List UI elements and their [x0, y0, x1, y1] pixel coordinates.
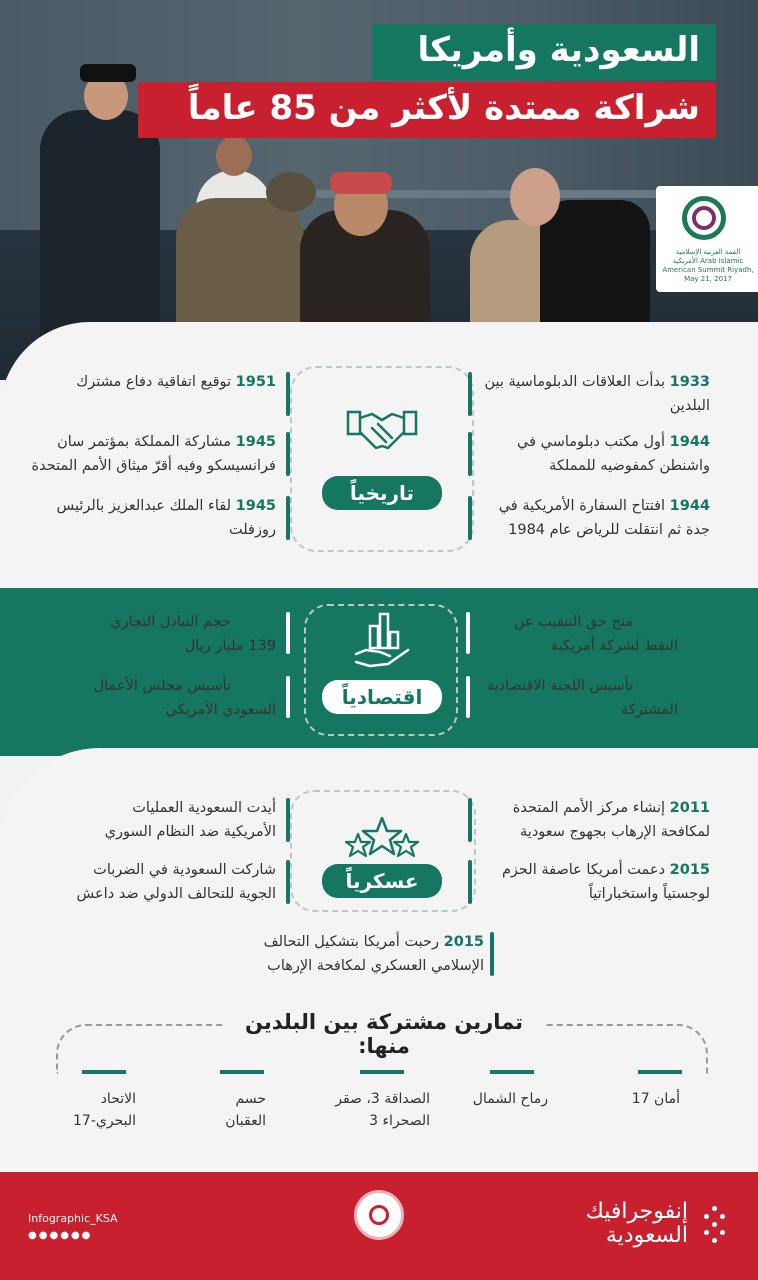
summit-logo [656, 186, 758, 292]
brand-logo [586, 1200, 688, 1248]
historical-item [40, 494, 276, 542]
item-text: أيدت السعودية العمليات الأمريكية ضد النظام السوري [104, 800, 276, 840]
title-line-1: السعودية وأمريكا [372, 24, 716, 80]
brand-line-1: إنفوجرافيك [585, 1199, 688, 1224]
historical-item [480, 370, 710, 418]
timeline-bar [286, 860, 290, 904]
military-badge: عسكرياً [322, 864, 442, 898]
historical-badge: تاريخياً [322, 476, 442, 510]
year-label: 2015 [669, 862, 710, 878]
economic-badge: اقتصادياً [322, 680, 442, 714]
item-text: تأسيس اللجنة الاقتصادية المشتركة [486, 678, 678, 718]
brand-dots-icon [702, 1206, 728, 1246]
year-label: 2016 [235, 614, 276, 630]
timeline-bar [468, 860, 472, 904]
military-item [480, 858, 710, 906]
title-line-2: شراكة ممتدة لأكثر من 85 عاماً [138, 82, 716, 138]
economic-item [80, 610, 276, 658]
king-headdress [330, 172, 392, 194]
summit-logo-text: القمة العربية الإسلامية الأمريكية Arab Islamic American Summit Riyadh, May 21, 2017 [662, 248, 754, 283]
handshake-icon [346, 408, 418, 458]
year-label: 2015 [443, 934, 484, 950]
year-label: 1945 [235, 498, 276, 514]
exercises-title: تمارين مشتركة بين البلدين منها: [224, 1010, 544, 1058]
item-text: رحبت أمريكا بتشكيل التحالف الإسلامي العسكري لمكافحة الإرهاب [263, 934, 484, 974]
historical-item [40, 370, 276, 394]
exercise-item: رماح الشمال [472, 1091, 548, 1107]
item-text: منح حق التنقيب عن النفط لشركة أمريكية [513, 614, 678, 654]
timeline-bar [286, 432, 290, 476]
globe-hand-icon [354, 1190, 404, 1240]
economic-item [80, 674, 276, 722]
timeline-bar [286, 798, 290, 842]
historical-item [480, 494, 710, 542]
item-text: افتتاح السفارة الأمريكية في جدة ثم انتقلت للرياض عام 1984 [498, 498, 710, 538]
exercise-item: حسم العقبان [225, 1091, 266, 1129]
historical-item [30, 430, 276, 478]
item-text: دعمت أمريكا عاصفة الحزم لوجستياً واستخباراتياً [501, 862, 710, 902]
exercise-marker [82, 1070, 126, 1074]
timeline-bar [286, 676, 290, 718]
timeline-bar [468, 496, 472, 540]
translator-cap [266, 172, 316, 212]
item-text: بدأت العلاقات الدبلوماسية بين البلدين [484, 374, 710, 414]
stars-icon [344, 816, 420, 862]
exercise-marker [490, 1070, 534, 1074]
item-text: إنشاء مركز الأمم المتحدة لمكافحة الإرهاب بجهوج سعودية [512, 800, 710, 840]
social-icons [28, 1230, 92, 1241]
exercise-marker [360, 1070, 404, 1074]
exercise-item: أمان 17 [631, 1091, 680, 1107]
economic-item [478, 674, 678, 722]
year-label: 1944 [669, 434, 710, 450]
exercise-marker [220, 1070, 264, 1074]
year-label: 1945 [235, 434, 276, 450]
timeline-bar [286, 612, 290, 654]
historical-frame [290, 366, 474, 552]
exercise-item: الصداقة 3، صقر الصحراء 3 [335, 1091, 430, 1129]
economic-item [478, 610, 678, 658]
facebook-icon[interactable]: ● [38, 1230, 50, 1241]
social-handle[interactable]: Infographic_KSA [28, 1212, 118, 1225]
item-text: مشاركة المملكة بمؤتمر سان فرانسيسكو وفيه أقرّ ميثاق الأمم المتحدة [31, 434, 276, 474]
year-label: 1933 [669, 374, 710, 390]
year-label: 1993 [235, 678, 276, 694]
exercise-marker [638, 1070, 682, 1074]
military-item [258, 930, 484, 978]
instagram-icon[interactable]: ● [70, 1230, 82, 1241]
timeline-bar [286, 496, 290, 540]
year-label: 1944 [669, 498, 710, 514]
item-text: حجم التبادل التجاري 139 مليار ريال [110, 614, 276, 654]
item-text: تأسيس مجلس الأعمال السعودي الأمريكي [93, 678, 276, 718]
exercise-item: الاتحاد البحري-17 [73, 1091, 136, 1129]
timeline-bar [286, 372, 290, 416]
president-head [510, 168, 560, 226]
timeline-bar [468, 372, 472, 416]
growth-hand-icon [352, 610, 412, 670]
brand-line-2: السعودية [605, 1223, 688, 1248]
military-item [80, 796, 276, 844]
officer-cap [80, 64, 136, 82]
military-item [480, 796, 710, 844]
item-text: أول مكتب دبلوماسي في واشنطن كمفوضيه للمملكة [517, 434, 710, 474]
attendant-head [216, 136, 252, 176]
timeline-bar [466, 676, 470, 718]
timeline-bar [468, 432, 472, 476]
year-label: 1931 [637, 614, 678, 630]
year-label: 2011 [669, 800, 710, 816]
twitter-icon[interactable]: ● [28, 1230, 39, 1241]
item-text: لقاء الملك عبدالعزيز بالرئيس روزفلت [56, 498, 276, 538]
timeline-bar [490, 932, 494, 976]
telegram-icon[interactable]: ● [81, 1230, 93, 1241]
item-text: توقيع اتفاقية دفاع مشترك [76, 374, 232, 390]
youtube-icon[interactable]: ● [49, 1230, 61, 1241]
year-label: 1974 [637, 678, 678, 694]
item-text: شاركت السعودية في الضربات الجوية للتحالف الدولي ضد داعش [76, 862, 276, 902]
historical-item [480, 430, 710, 478]
year-label: 1951 [235, 374, 276, 390]
timeline-bar [466, 612, 470, 654]
snapchat-icon[interactable]: ● [60, 1230, 71, 1241]
timeline-bar [468, 798, 472, 842]
military-item [70, 858, 276, 906]
summit-inner-ring-icon [692, 206, 716, 230]
